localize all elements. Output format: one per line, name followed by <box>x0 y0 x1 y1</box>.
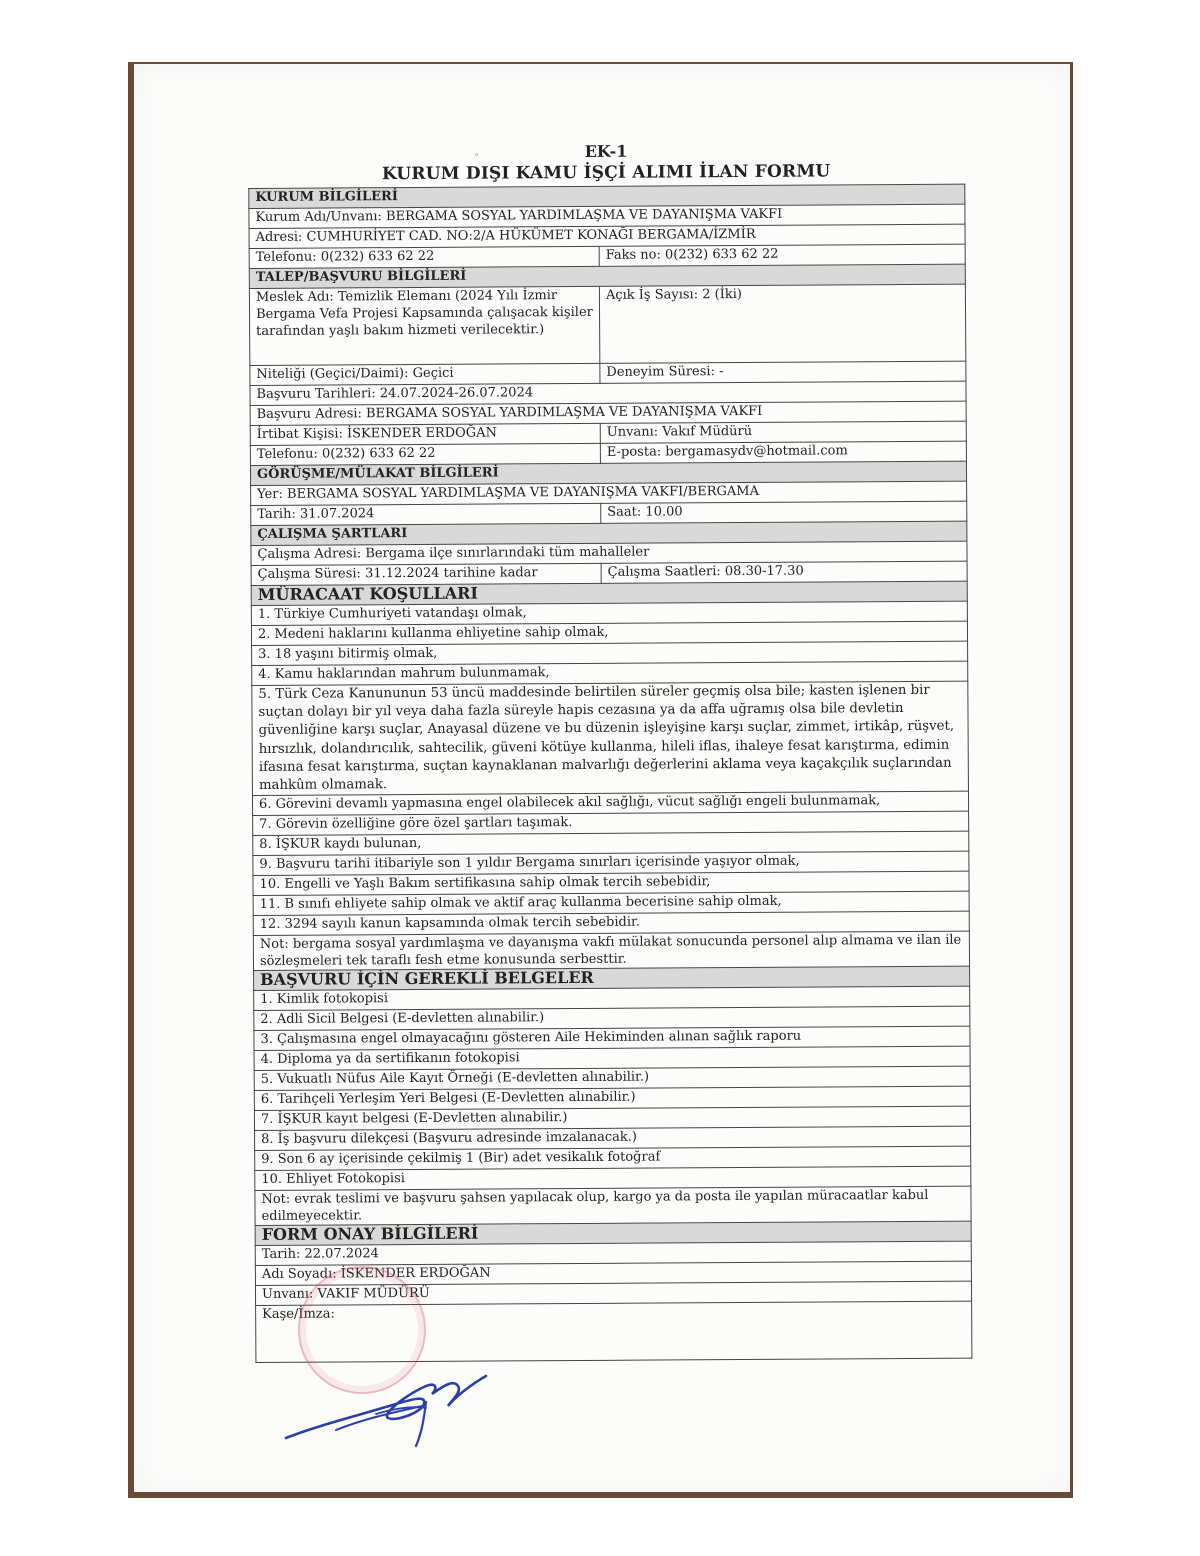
section-work-heading: ÇALIŞMA ŞARTLARI <box>251 521 967 545</box>
condition-item: 8. İŞKUR kaydı bulunan, <box>253 831 969 855</box>
approval-signature-field: Kaşe/İmza: <box>256 1301 972 1362</box>
section-kurum-heading: KURUM BİLGİLERİ <box>249 184 965 208</box>
section-documents-heading: BAŞVURU İÇİN GEREKLİ BELGELER <box>254 966 970 990</box>
document-item: 3. Çalışmasına engel olmayacağını gösteren Aile Hekiminden alınan sağlık raporu <box>254 1026 970 1050</box>
condition-item: 3. 18 yaşını bitirmiş olmak, <box>252 641 968 665</box>
condition-item: 9. Başvuru tarihi itibariyle son 1 yıldır Bergama sınırları içerisinde yaşıyor olmak, <box>253 851 969 875</box>
work-duration: Çalışma Süresi: 31.12.2024 tarihine kadar <box>251 563 601 585</box>
document-item: 2. Adli Sicil Belgesi (E-devletten alınabilir.) <box>254 1006 970 1030</box>
application-address: Başvuru Adresi: BERGAMA SOSYAL YARDIMLAŞMA VE DAYANIŞMA VAKFI <box>250 401 966 425</box>
annex-label: EK-1 <box>584 141 628 161</box>
approval-name: Adı Soyadı: İSKENDER ERDOĞAN <box>255 1261 971 1285</box>
section-talep-heading: TALEP/BAŞVURU BİLGİLERİ <box>249 264 965 288</box>
approval-date: Tarih: 22.07.2024 <box>255 1241 971 1265</box>
profession-name: Meslek Adı: Temizlik Elemanı (2024 Yılı İzmir Bergama Vefa Projesi Kapsamında çalışacak kişiler tarafından yaşlı bakım hizmeti verilecektir.) <box>249 286 599 365</box>
condition-item: 10. Engelli ve Yaşlı Bakım sertifikasına sahip olmak tercih sebebidir, <box>253 871 969 895</box>
form-title: KURUM DIŞI KAMU İŞÇİ ALIMI İLAN FORMU <box>381 161 831 185</box>
open-positions: Açık İş Sayısı: 2 (İki) <box>599 284 965 363</box>
contact-title: Unvanı: Vakıf Müdürü <box>600 421 966 443</box>
contact-email: E-posta: bergamasydv@hotmail.com <box>600 441 966 463</box>
document-item: 4. Diploma ya da sertifikanın fotokopisi <box>254 1046 970 1070</box>
document-item: 10. Ehliyet Fotokopisi <box>255 1166 971 1190</box>
signature-icon <box>276 1356 506 1452</box>
kurum-name: Kurum Adı/Unvanı: BERGAMA SOSYAL YARDIMLAŞMA VE DAYANIŞMA VAKFI <box>249 204 965 228</box>
scan-artifact-mark: ᵒ <box>475 152 479 162</box>
work-address: Çalışma Adresi: Bergama ilçe sınırlarındaki tüm mahalleler <box>251 541 967 565</box>
kurum-phone: Telefonu: 0(232) 633 62 22 <box>249 246 599 268</box>
kurum-address: Adresi: CUMHURİYET CAD. NO:2/A HÜKÜMET KONAĞI BERGAMA/İZMİR <box>249 224 965 248</box>
job-type: Niteliği (Geçici/Daimi): Geçici <box>250 363 600 385</box>
interview-time: Saat: 10.00 <box>601 501 967 523</box>
work-hours: Çalışma Saatleri: 08.30-17.30 <box>601 561 967 583</box>
interview-date: Tarih: 31.07.2024 <box>251 503 601 525</box>
condition-item: 4. Kamu haklarından mahrum bulunmamak, <box>252 661 968 685</box>
section-approval-heading: FORM ONAY BİLGİLERİ <box>255 1221 971 1245</box>
document-item: 1. Kimlik fotokopisi <box>254 986 970 1010</box>
condition-item-criminal: 5. Türk Ceza Kanununun 53 üncü maddesinde belirtilen süreler geçmiş olsa bile; kasten işlenen bir suçtan dolayı bir yıl veya daha fazla süreyle hapis cezasına ya da affa uğramış olsa bile devletin güvenliğine karşı suçlar, Anayasal düzene ve bu düzenin işleyişine karşı suçlar, zimmet, irtikâp, rüşvet, hırsızlık, dolandırıcılık, sahtecilik, güveni kötüye kullanma, hileli iflas, ihaleye fesat karıştırma, edimin ifasına fesat karıştırma, suçtan kaynaklanan malvarlığı değerlerini aklama veya kaçakçılık suçlarından mahkûm olmamak. <box>252 681 969 796</box>
condition-item: 1. Türkiye Cumhuriyeti vatandaşı olmak, <box>251 601 967 625</box>
section-interview-heading: GÖRÜŞME/MÜLAKAT BİLGİLERİ <box>250 461 966 485</box>
document-item: 8. İş başvuru dilekçesi (Başvuru adresinde imzalanacak.) <box>255 1126 971 1150</box>
kurum-fax: Faks no: 0(232) 633 62 22 <box>599 244 965 266</box>
experience: Deneyim Süresi: - <box>600 361 966 383</box>
document-item: 9. Son 6 ay içerisinde çekilmiş 1 (Bir) adet vesikalık fotoğraf <box>255 1146 971 1170</box>
form-document <box>248 140 971 1364</box>
section-conditions-heading: MÜRACAAT KOŞULLARI <box>251 581 967 605</box>
condition-item: 7. Görevin özelliğine göre özel şartları taşımak. <box>253 811 969 835</box>
document-item: 5. Vukuatlı Nüfus Aile Kayıt Örneği (E-devletten alınabilir.) <box>254 1066 970 1090</box>
condition-item: 2. Medeni haklarını kullanma ehliyetine sahip olmak, <box>251 621 967 645</box>
document-item: 7. İŞKUR kayıt belgesi (E-Devletten alınabilir.) <box>254 1106 970 1130</box>
interview-place: Yer: BERGAMA SOSYAL YARDIMLAŞMA VE DAYANIŞMA VAKFI/BERGAMA <box>251 481 967 505</box>
documents-note: Not: evrak teslimi ve başvuru şahsen yapılacak olup, kargo ya da posta ile yapılan müracaatlar kabul edilmeyecektir. <box>255 1186 971 1225</box>
contact-person: İrtibat Kişisi: İSKENDER ERDOĞAN <box>250 423 600 445</box>
condition-item: 11. B sınıfı ehliyete sahip olmak ve aktif araç kullanma becerisine sahip olmak, <box>253 891 969 915</box>
document-item: 6. Tarihçeli Yerleşim Yeri Belgesi (E-Devletten alınabilir.) <box>254 1086 970 1110</box>
condition-item: 12. 3294 sayılı kanun kapsamında olmak tercih sebebidir. <box>253 911 969 935</box>
condition-item: 6. Görevini devamlı yapmasına engel olabilecek akıl sağlığı, vücut sağlığı engeli bulunmamak, <box>252 791 968 815</box>
form-table <box>248 184 972 1364</box>
approval-title: Unvanı: VAKIF MÜDÜRÜ <box>255 1281 971 1305</box>
contact-phone: Telefonu: 0(232) 633 62 22 <box>250 443 600 465</box>
application-dates: Başvuru Tarihleri: 24.07.2024-26.07.2024 <box>250 381 966 405</box>
conditions-note: Not: bergama sosyal yardımlaşma ve dayanışma vakfı mülakat sonucunda personel alıp almama ve ilan ile sözleşmeleri tek taraflı fesh etme konusunda serbesttir. <box>253 931 969 970</box>
